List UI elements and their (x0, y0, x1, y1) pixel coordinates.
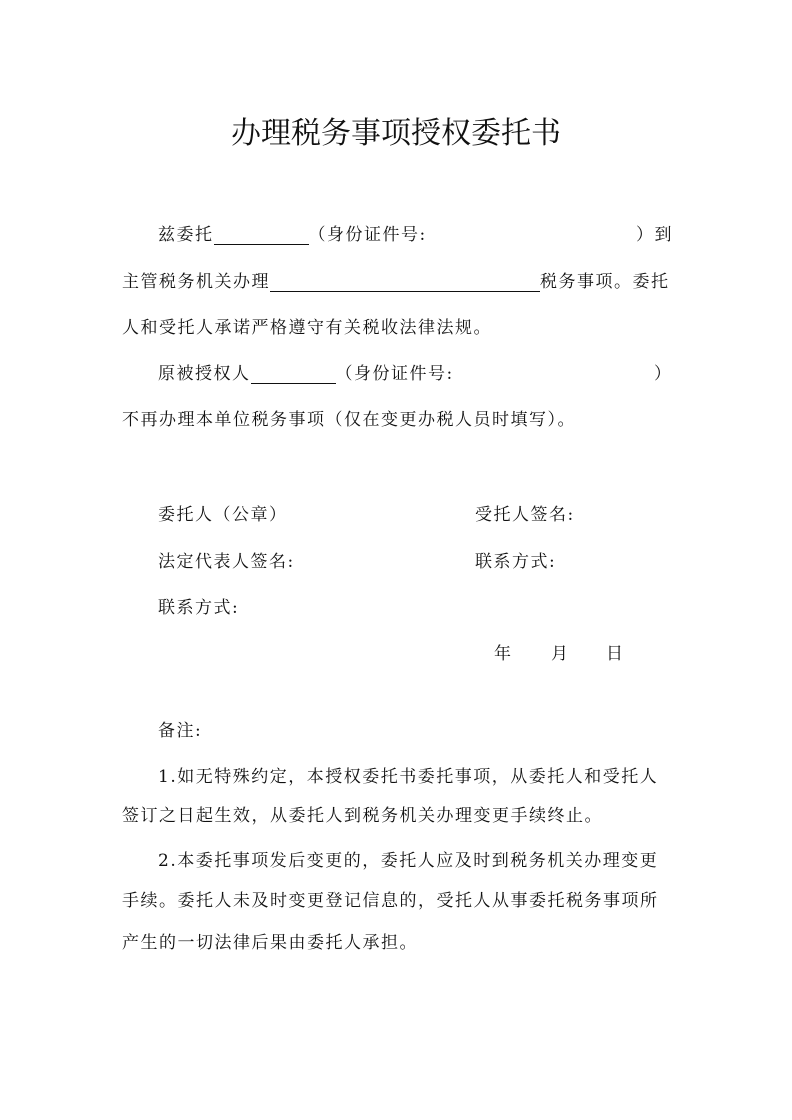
para1-id-label: （身份证件号: (308, 225, 427, 245)
principal-seal-label: 委托人（公章） (158, 505, 288, 525)
para1-prefix: 兹委托 (158, 225, 214, 245)
date-day: 日 (606, 644, 625, 664)
para2-line1 (158, 359, 454, 384)
para1-line2-suffix: 税务事项。委托 (540, 272, 670, 292)
legal-rep-sign-label: 法定代表人签名: (158, 552, 295, 572)
para1-line2-prefix: 主管税务机关办理 (122, 272, 270, 292)
document-title: 办理税务事项授权委托书 (231, 116, 561, 151)
agent-sign-label: 受托人签名: (475, 505, 575, 525)
para1-line1 (158, 220, 427, 245)
former-agent-blank[interactable] (251, 365, 336, 384)
para1-line2 (122, 267, 670, 292)
para2-line2: 不再办理本单位税务事项（仅在变更办税人员时填写）。 (122, 410, 576, 430)
para2-suffix: ） (654, 364, 673, 384)
principal-name-blank[interactable] (214, 226, 309, 245)
para2-prefix: 原被授权人 (158, 364, 251, 384)
agent-contact-label: 联系方式: (475, 552, 557, 572)
notes-heading: 备注: (158, 721, 203, 741)
note2-line2: 手续。委托人未及时变更登记信息的，受托人从事委托税务事项所 (122, 891, 659, 911)
date-year: 年 (494, 644, 513, 664)
note1-line1: 1.如无特殊约定，本授权委托书委托事项，从委托人和受托人 (158, 767, 659, 787)
tax-matter-blank[interactable] (270, 273, 540, 292)
note2-line1: 2.本委托事项发后变更的，委托人应及时到税务机关办理变更 (158, 851, 659, 871)
para2-id-label: （身份证件号: (335, 364, 454, 384)
principal-contact-label: 联系方式: (158, 598, 240, 618)
note2-line3: 产生的一切法律后果由委托人承担。 (122, 933, 418, 953)
para1-suffix: ）到 (636, 225, 673, 245)
para1-line3: 人和受托人承诺严格遵守有关税收法律法规。 (122, 318, 492, 338)
date-month: 月 (551, 644, 570, 664)
note1-line2: 签订之日起生效，从委托人到税务机关办理变更手续终止。 (122, 806, 603, 826)
